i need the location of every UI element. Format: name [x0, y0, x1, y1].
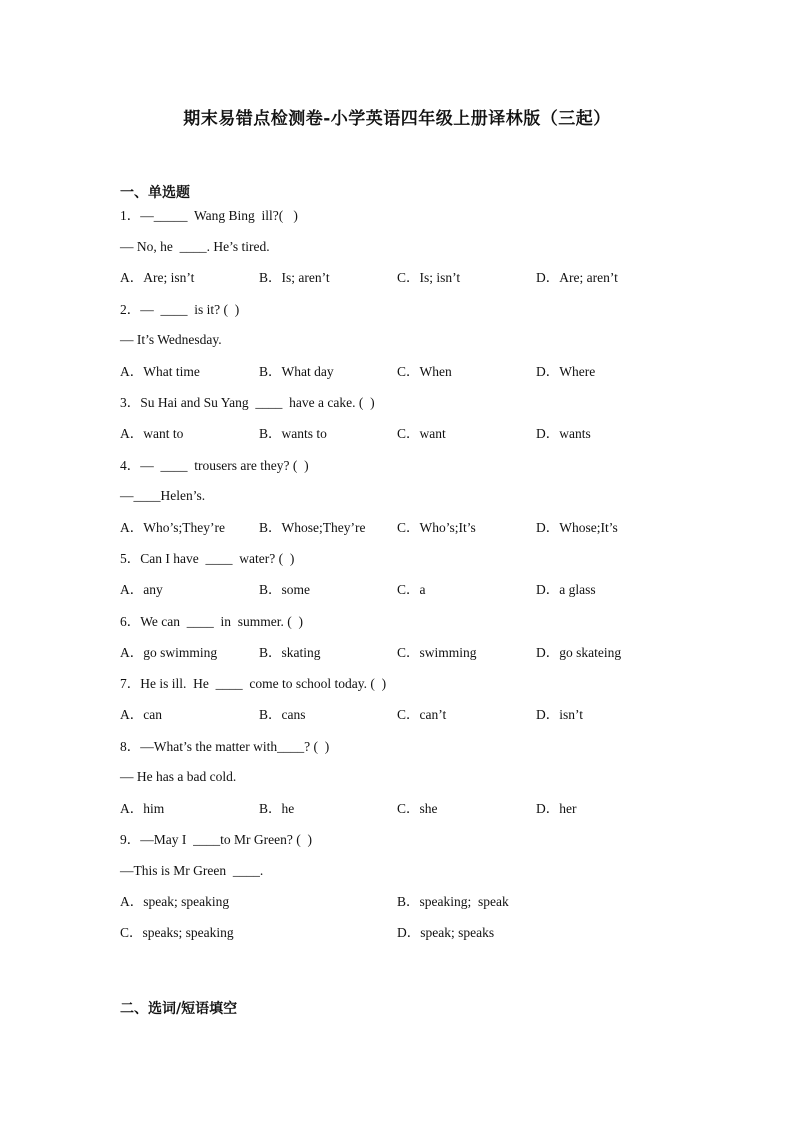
question-1-options	[120, 269, 680, 287]
option-c[interactable]: C．speaks; speaking	[120, 925, 234, 940]
option-c[interactable]: C．can’t	[397, 707, 447, 722]
option-a[interactable]: A．can	[120, 707, 162, 722]
option-a[interactable]: A．Who’s;They’re	[120, 520, 225, 535]
question-2-options	[120, 363, 680, 381]
option-d[interactable]: D．isn’t	[536, 707, 584, 722]
option-a[interactable]: A．want to	[120, 426, 184, 441]
option-c[interactable]: C．When	[397, 364, 452, 379]
option-d[interactable]: D．wants	[536, 426, 591, 441]
question-9-reply: —This is Mr Green ____.	[120, 863, 264, 878]
question-5-stem: 5．Can I have ____ water? ( )	[120, 551, 295, 566]
question-1-reply: — No, he ____. He’s tired.	[120, 239, 270, 254]
option-b[interactable]: B．some	[259, 582, 311, 597]
option-b[interactable]: B．skating	[259, 645, 321, 660]
question-4-options	[120, 519, 680, 537]
section-heading-word-fill: 二、选词/短语填空	[120, 1001, 238, 1017]
question-5-options	[120, 581, 680, 599]
option-c[interactable]: C．a	[397, 582, 426, 597]
option-a[interactable]: A．go swimming	[120, 645, 218, 660]
option-d[interactable]: D．Whose;It’s	[536, 520, 618, 535]
question-6-stem: 6．We can ____ in summer. ( )	[120, 614, 304, 629]
option-c[interactable]: C．swimming	[397, 645, 477, 660]
option-d[interactable]: D．go skateing	[536, 645, 622, 660]
question-2-stem: 2．— ____ is it? ( )	[120, 302, 240, 317]
option-b[interactable]: B．Is; aren’t	[259, 270, 330, 285]
question-3-stem: 3．Su Hai and Su Yang ____ have a cake. ( )	[120, 395, 375, 410]
question-8-options	[120, 800, 680, 818]
option-b[interactable]: B．cans	[259, 707, 306, 722]
question-6-options	[120, 644, 680, 662]
option-a[interactable]: A．What time	[120, 364, 200, 379]
option-b[interactable]: B．Whose;They’re	[259, 520, 366, 535]
option-c[interactable]: C．Who’s;It’s	[397, 520, 476, 535]
question-9-stem: 9．—May I ____to Mr Green? ( )	[120, 832, 312, 847]
option-d[interactable]: D．Where	[536, 364, 596, 379]
question-4-stem: 4．— ____ trousers are they? ( )	[120, 458, 309, 473]
section-heading-single-choice: 一、单选题	[120, 185, 190, 201]
option-b[interactable]: B．he	[259, 801, 295, 816]
option-b[interactable]: B．wants to	[259, 426, 327, 441]
option-b[interactable]: B．What day	[259, 364, 334, 379]
option-d[interactable]: D．her	[536, 801, 577, 816]
option-a[interactable]: A．any	[120, 582, 163, 597]
question-8-reply: — He has a bad cold.	[120, 769, 237, 784]
option-c[interactable]: C．she	[397, 801, 438, 816]
option-a[interactable]: A．him	[120, 801, 165, 816]
option-c[interactable]: C．Is; isn’t	[397, 270, 461, 285]
question-8-stem: 8．—What’s the matter with____? ( )	[120, 739, 330, 754]
option-a[interactable]: A．Are; isn’t	[120, 270, 195, 285]
question-7-stem: 7．He is ill. He ____ come to school today. ( )	[120, 676, 387, 691]
question-7-options	[120, 706, 680, 724]
question-1-stem: 1．—_____ Wang Bing ill?( )	[120, 208, 298, 223]
option-d[interactable]: D．Are; aren’t	[536, 270, 618, 285]
option-a[interactable]: A．speak; speaking	[120, 894, 230, 909]
question-4-reply: —____Helen’s.	[120, 488, 206, 503]
option-c[interactable]: C．want	[397, 426, 446, 441]
option-b[interactable]: B．speaking; speak	[397, 894, 509, 909]
option-d[interactable]: D．speak; speaks	[397, 925, 495, 940]
question-9-options-row-1	[120, 893, 680, 911]
option-d[interactable]: D．a glass	[536, 582, 596, 597]
question-2-reply: — It’s Wednesday.	[120, 332, 222, 347]
page-title: 期末易错点检测卷-小学英语四年级上册译林版（三起）	[183, 109, 611, 129]
question-9-options-row-2	[120, 924, 680, 942]
question-3-options	[120, 425, 680, 443]
